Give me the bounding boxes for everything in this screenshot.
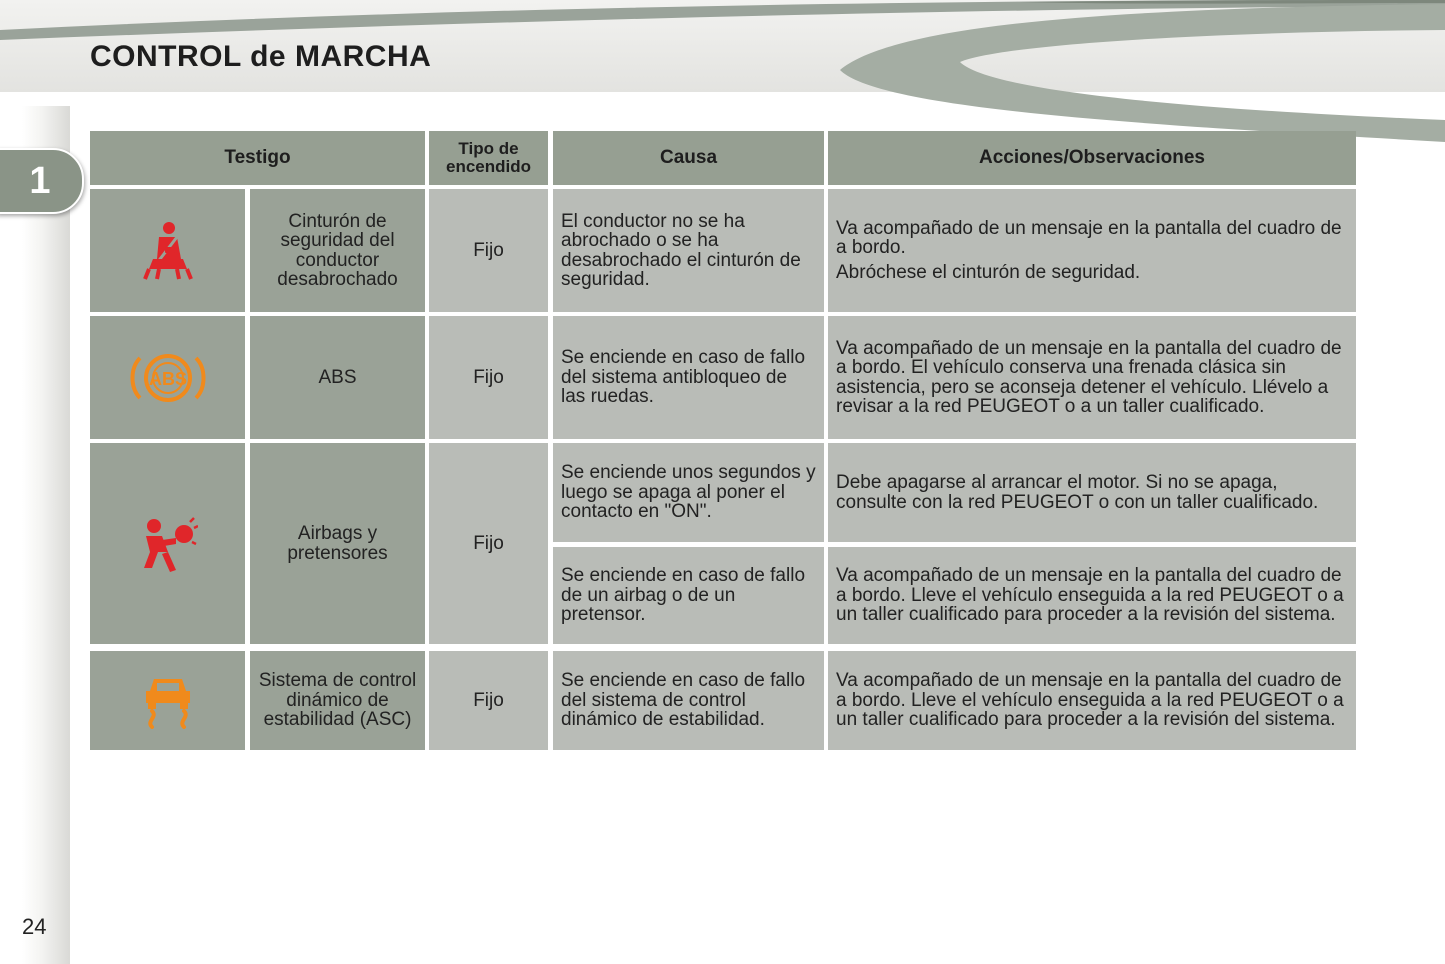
tipo-value: Fijo xyxy=(429,651,548,750)
airbag-icon xyxy=(138,516,198,572)
header-testigo: Testigo xyxy=(90,131,425,185)
acciones-paragraph: Va acompañado de un mensaje en la pantalla del cuadro de a bordo. El vehículo conserva una frenada clásica sin asistencia, pero se aconseja detener el vehículo. Llévelo a revisar a la red PEUGEOT o a un taller cualificado. xyxy=(836,337,1342,417)
acciones-text xyxy=(828,316,1356,439)
stability-control-icon xyxy=(142,673,194,729)
header-swoosh-decoration xyxy=(0,0,1445,150)
header-causa: Causa xyxy=(553,131,824,185)
testigo-label: Cinturón de seguridad del conductor desabrochado xyxy=(250,189,425,312)
svg-text:ABS: ABS xyxy=(148,368,187,389)
warning-light-cell xyxy=(90,443,245,644)
causa-text: El conductor no se ha abrochado o se ha desabrochado el cinturón de seguridad. xyxy=(553,189,824,312)
acciones-paragraph: Abróchese el cinturón de seguridad. xyxy=(836,261,1141,283)
tipo-value: Fijo xyxy=(429,443,548,644)
warning-light-cell xyxy=(90,651,245,750)
causa-text: Se enciende unos segundos y luego se apaga al poner el contacto en "ON". xyxy=(553,443,824,542)
acciones-text xyxy=(828,189,1356,312)
acciones-paragraph: Va acompañado de un mensaje en la pantalla del cuadro de a bordo. xyxy=(836,217,1342,259)
acciones-paragraph: Va acompañado de un mensaje en la pantalla del cuadro de a bordo. Lleve el vehículo enseguida a la red PEUGEOT o a un taller cualificado para proceder a la revisión del sistema. xyxy=(836,670,1344,731)
causa-text: Se enciende en caso de fallo de un airbag o de un pretensor. xyxy=(553,547,824,644)
seatbelt-icon xyxy=(141,219,195,283)
testigo-label: Sistema de control dinámico de estabilidad (ASC) xyxy=(250,651,425,750)
causa-text: Se enciende en caso de fallo del sistema de control dinámico de estabilidad. xyxy=(553,651,824,750)
page-title: CONTROL de MARCHA xyxy=(90,40,432,73)
acciones-text: Debe apagarse al arrancar el motor. Si no se apaga, consulte con la red PEUGEOT o con un taller cualificado. xyxy=(828,443,1356,542)
side-margin-bar xyxy=(22,106,70,964)
acciones-text xyxy=(828,651,1356,750)
abs-icon xyxy=(128,348,208,408)
tipo-value: Fijo xyxy=(429,316,548,439)
warning-light-cell xyxy=(90,316,245,439)
testigo-label: ABS xyxy=(250,316,425,439)
header-acciones: Acciones/Observaciones xyxy=(828,131,1356,185)
tipo-value: Fijo xyxy=(429,189,548,312)
page-number: 24 xyxy=(22,914,47,939)
causa-text: Se enciende en caso de fallo del sistema antibloqueo de las ruedas. xyxy=(553,316,824,439)
testigo-label: Airbags y pretensores xyxy=(250,443,425,644)
chapter-tab[interactable]: 1 xyxy=(0,148,84,214)
acciones-text: Va acompañado de un mensaje en la pantalla del cuadro de a bordo. Lleve el vehículo enseguida a la red PEUGEOT o a un taller cualificado para proceder a la revisión del sistema. xyxy=(828,547,1356,644)
header-tipo-encendido: Tipo de encendido xyxy=(429,131,548,185)
warning-light-cell xyxy=(90,189,245,312)
